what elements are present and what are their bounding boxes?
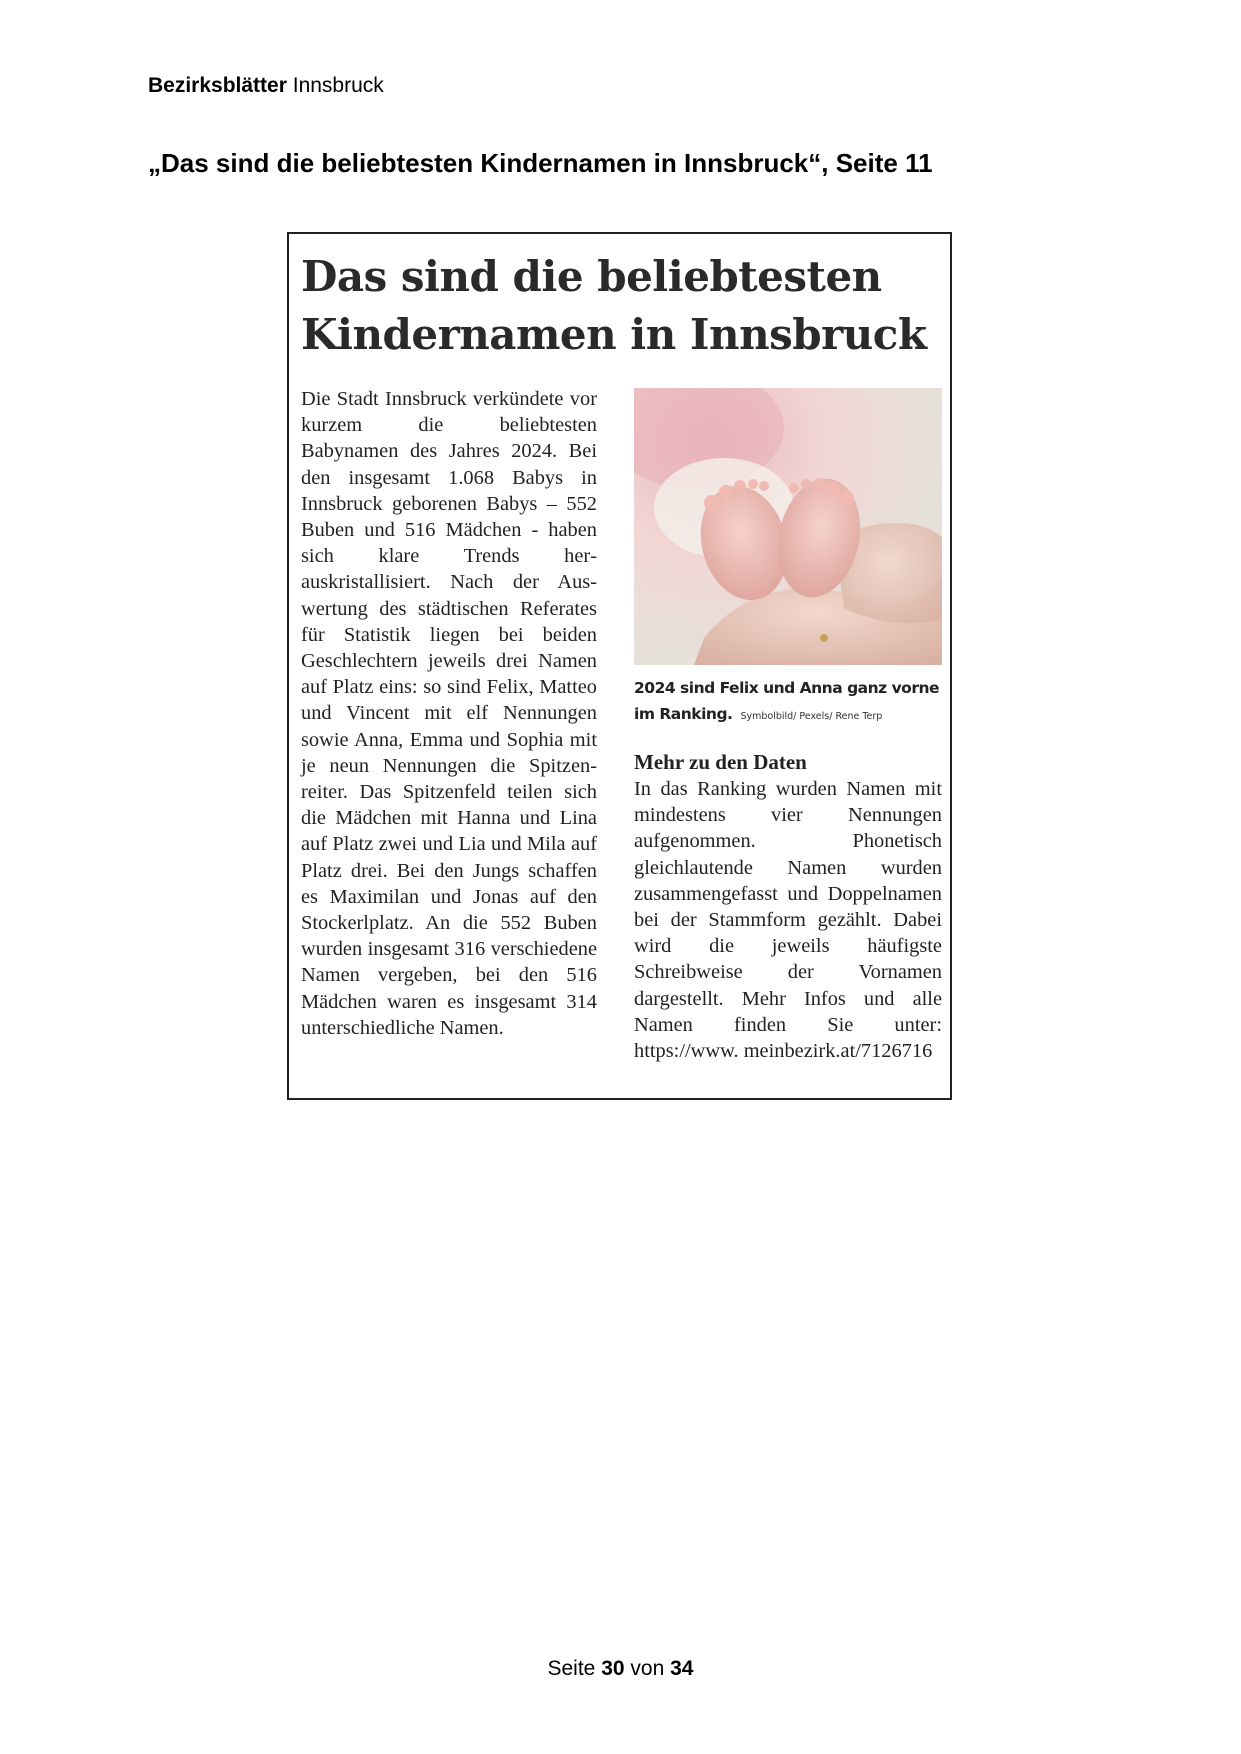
caption-text: 2024 sind Felix und Anna ganz vorne im Ranking. xyxy=(634,679,940,723)
publication-name: Bezirksblätter xyxy=(148,74,287,97)
footer-prefix: Seite xyxy=(547,1657,596,1680)
footer-middle: von xyxy=(630,1657,665,1680)
page-footer xyxy=(0,1657,1241,1681)
newspaper-clipping xyxy=(287,232,952,1100)
page-header xyxy=(148,74,384,98)
baby-feet-photo xyxy=(634,388,942,665)
footer-total-pages: 34 xyxy=(670,1657,694,1680)
article-title-line-1: Das sind die beliebtesten xyxy=(301,252,882,301)
footer-current-page: 30 xyxy=(601,1657,625,1680)
article-body: Die Stadt Innsbruck verkündete vor kurzem die beliebtesten Babynamen des Jahres 2024. Bei den insgesamt 1.068 Babys in Innsbruck geborenen Babys – 552 Buben und 516 Mädchen - haben sich klare Trends herauskristallisiert. Nach der Auswertung des städtischen Referates für Statistik liegen bei beiden Geschlechtern jeweils drei Namen auf Platz eins: so sind Felix, Matteo und Vincent mit elf Nennungen sowie Anna, Emma und Sophia mit je neun Nennungen die Spitzenreiter. Das Spitzenfeld teilen sich die Mädchen mit Hanna und Lina auf Platz zwei und Lia und Mila auf Platz drei. Bei den Jungs schaffen es Maximilan und Jonas auf den Stockerlplatz. An die 552 Buben wurden insgesamt 316 verschiedene Namen vergeben, bei den 516 Mädchen waren es insgesamt 314 unterschiedliche Namen. xyxy=(301,388,597,1039)
article-title xyxy=(301,248,941,364)
photo-caption xyxy=(634,675,942,730)
photo-credit: Symbolbild/ Pexels/ Rene Terp xyxy=(740,711,883,722)
document-title: „Das sind die beliebtesten Kindernamen in Innsbruck“, Seite 11 xyxy=(148,148,933,178)
publication-region: Innsbruck xyxy=(292,74,384,97)
sidebar-body: In das Ranking wurden Namen mit mindestens vier Nennungen aufgenommen. Phonetisch gleichlautende Namen wurden zusammengefasst und Doppelnamen bei der Stammform gezählt. Dabei wird die jeweils häufigste Schreibweise der Vornamen dargestellt. Mehr Infos und alle Namen finden Sie unter: https://www. meinbezirk.at/7126716 xyxy=(634,778,942,1063)
sidebar-heading: Mehr zu den Daten xyxy=(634,750,807,774)
article-title-line-2: Kindernamen in Innsbruck xyxy=(301,310,927,359)
